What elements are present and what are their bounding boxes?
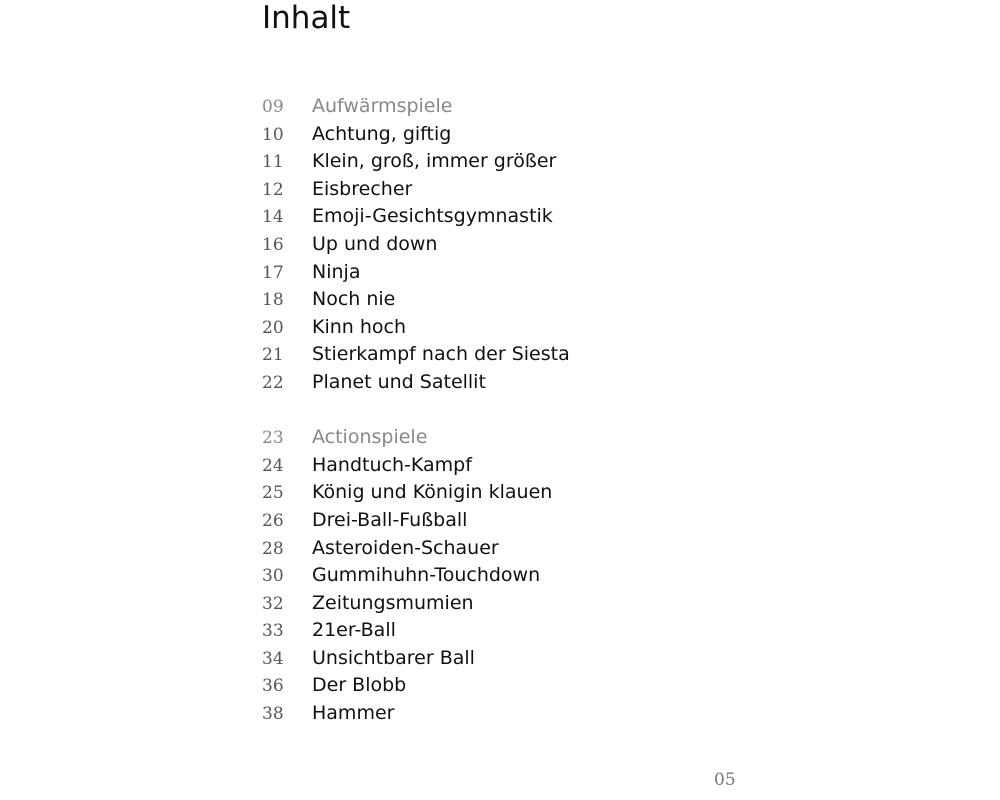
section-title: Aufwärmspiele [312,95,453,117]
entry-title: Kinn hoch [312,315,407,338]
toc-entry [262,452,702,480]
entry-page-number: 22 [262,372,284,393]
entry-title: Der Blobb [312,674,407,697]
toc-section [262,424,702,728]
toc-entry [262,479,702,507]
entry-page-number: 38 [262,704,284,725]
toc-entry [262,286,702,314]
toc-entry [262,645,702,673]
toc-section-heading [262,93,702,121]
toc-entry [262,176,702,204]
toc-entry [262,231,702,259]
entry-title: Achtung, giftig [312,122,452,145]
section-page-number: 09 [262,97,284,117]
entry-title: Klein, groß, immer größer [312,150,557,173]
entry-page-number: 21 [262,345,284,366]
entry-page-number: 30 [262,566,284,587]
toc-section [262,93,702,397]
entry-title: Drei-Ball-Fußball [312,508,468,531]
toc-entry [262,341,702,369]
toc-section-heading [262,424,702,452]
entry-title: Ninja [312,260,361,283]
toc-entry [262,314,702,342]
entry-title: Up und down [312,232,438,255]
entry-page-number: 34 [262,648,284,669]
toc-entry [262,507,702,535]
entry-title: Zeitungsmumien [312,591,474,614]
entry-page-number: 28 [262,538,284,559]
entry-page-number: 17 [262,262,284,283]
entry-page-number: 36 [262,676,284,697]
entry-title: Hammer [312,702,395,725]
entry-page-number: 11 [262,152,284,173]
entry-title: Noch nie [312,288,396,311]
toc-entry [262,203,702,231]
table-of-contents [262,93,702,728]
toc-entry [262,562,702,590]
entry-page-number: 32 [262,593,284,614]
entry-page-number: 14 [262,207,284,228]
entry-page-number: 33 [262,621,284,642]
entry-page-number: 12 [262,179,284,200]
toc-entry [262,672,702,700]
toc-entry [262,369,702,397]
page-number: 05 [714,770,736,790]
entry-title: Gummihuhn-Touchdown [312,564,541,587]
entry-title: Stierkampf nach der Siesta [312,343,570,366]
entry-page-number: 25 [262,483,284,504]
toc-entry [262,121,702,149]
entry-title: König und Königin klauen [312,481,553,504]
entry-title: Asteroiden-Schauer [312,536,499,559]
toc-entry [262,700,702,728]
entry-page-number: 26 [262,510,284,531]
toc-entry [262,148,702,176]
entry-page-number: 16 [262,234,284,255]
entry-title: Handtuch-Kampf [312,453,472,476]
entry-page-number: 24 [262,455,284,476]
section-title: Actionspiele [312,426,428,449]
entry-title: Emoji-Gesichtsgymnastik [312,205,553,228]
toc-entry [262,590,702,618]
toc-entry [262,259,702,287]
entry-title: Eisbrecher [312,177,413,200]
page-title: Inhalt [262,0,351,36]
entry-page-number: 20 [262,317,284,338]
entry-title: Planet und Satellit [312,370,486,393]
entry-page-number: 10 [262,124,284,145]
entry-title: 21er-Ball [312,619,396,642]
toc-entry [262,617,702,645]
entry-page-number: 18 [262,290,284,311]
section-page-number: 23 [262,428,284,449]
toc-entry [262,535,702,563]
entry-title: Unsichtbarer Ball [312,646,475,669]
